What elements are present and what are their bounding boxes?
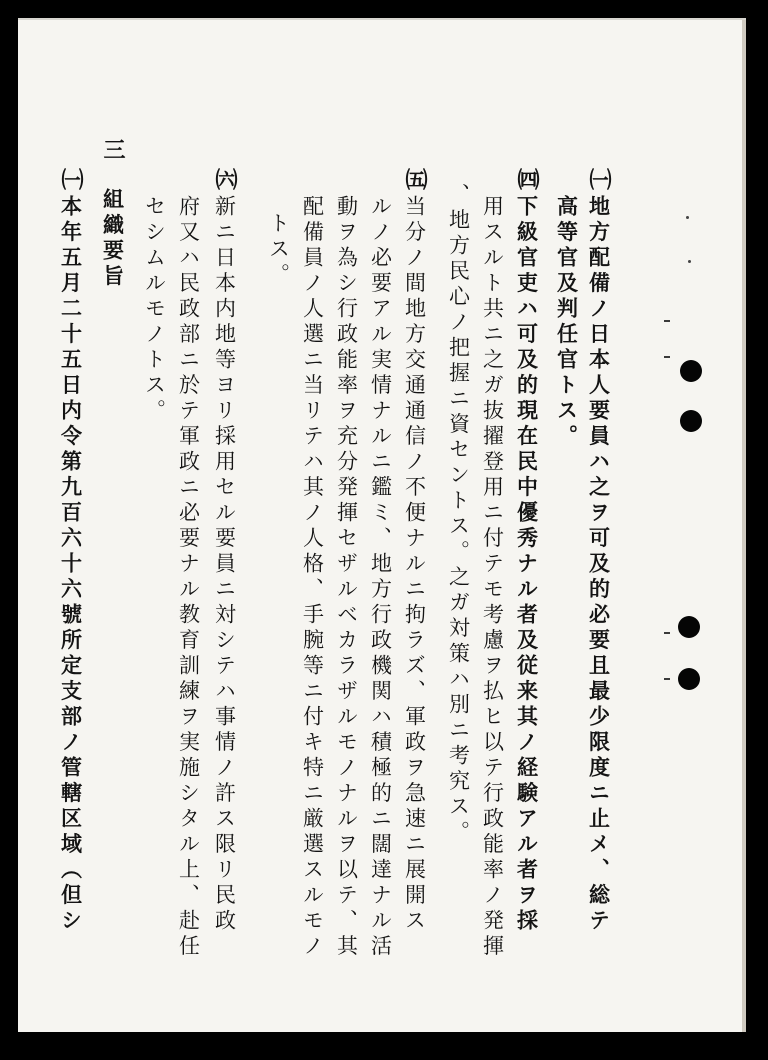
text-column-3: 下級官吏ハ可及的現在民中優秀ナル者及従来其ノ経験アル者ヲ採	[514, 195, 540, 935]
margin-tick	[664, 678, 670, 680]
binding-hole	[680, 360, 702, 382]
binding-hole	[680, 410, 702, 432]
item-marker-1: ㈠	[586, 168, 612, 190]
binding-hole	[678, 668, 700, 690]
item-marker-4: ㈣	[514, 168, 540, 190]
margin-dot	[686, 216, 689, 219]
text-column-11: 新ニ日本内地等ヨリ採用セル要員ニ対シテハ事情ノ許ス限リ民政	[212, 195, 237, 935]
binding-hole	[678, 616, 700, 638]
margin-tick	[664, 356, 670, 358]
item-marker-5: ㈤	[402, 168, 428, 190]
item-marker-6: ㈥	[212, 168, 238, 190]
text-column-1: 地方配備ノ日本人要員ハ之ヲ可及的必要且最少限度ニ止メ、総テ	[586, 195, 612, 935]
text-column-6: 当分ノ間地方交通通信ノ不便ナルニ拘ラズ、軍政ヲ急速ニ展開ス	[402, 195, 427, 935]
text-column-5: 、地方民心ノ把握ニ資セントス。之ガ対策ハ別ニ考究ス。	[446, 183, 471, 846]
margin-tick	[664, 320, 670, 322]
document-page	[18, 18, 746, 1032]
section-number: 三	[100, 138, 126, 160]
text-column-7: ルノ必要アル実情ナルニ鑑ミ、地方行政機関ハ積極的ニ闊達ナル活	[368, 195, 393, 960]
text-column-15: 本年五月二十五日内令第九百六十六號所定支部ノ管轄区域（但シ	[58, 195, 84, 935]
text-column-9: 配備員ノ人選ニ当リテハ其ノ人格、手腕等ニ付キ特ニ厳選スルモノ	[300, 195, 325, 960]
text-column-8: 動ヲ為シ行政能率ヲ充分発揮セザルベカラザルモノナルヲ以テ、其	[334, 195, 359, 960]
item-marker-1b: ㈠	[58, 168, 84, 190]
text-column-12: 府又ハ民政部ニ於テ軍政ニ必要ナル教育訓練ヲ実施シタル上、赴任	[176, 195, 201, 960]
page-edge	[742, 20, 746, 1032]
text-column-13: セシムルモノトス。	[142, 195, 167, 425]
margin-dot	[688, 260, 691, 263]
text-column-10: トス。	[266, 212, 291, 289]
section-heading: 組織要旨	[100, 188, 126, 290]
text-column-2: 高等官及判任官トス。	[554, 195, 580, 450]
margin-tick	[664, 632, 670, 634]
text-column-4: 用スルト共ニ之ガ抜擢登用ニ付テモ考慮ヲ払ヒ以テ行政能率ノ発揮	[480, 195, 505, 960]
